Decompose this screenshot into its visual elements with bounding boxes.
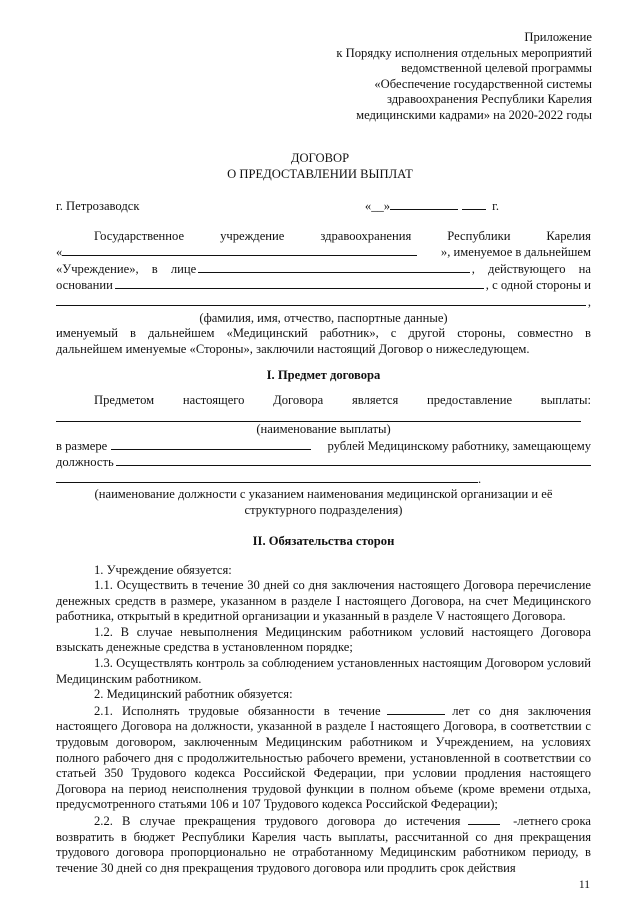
position-line-2 [56, 471, 591, 488]
amount-line [56, 438, 591, 455]
document-body [56, 198, 591, 876]
position-line [56, 454, 591, 471]
text: «Учреждение», в лице [56, 261, 197, 276]
word: предоставление [427, 393, 513, 408]
word: Предметом [94, 393, 155, 408]
clause-2-2-first-line [56, 813, 591, 830]
text: , [587, 294, 591, 309]
position-blank-2 [56, 471, 478, 483]
title-line-2: О ПРЕДОСТАВЛЕНИИ ВЫПЛАТ [227, 167, 413, 181]
date-day: «__» [364, 199, 391, 213]
parties-line-7: дальнейшем именуемые «Стороны», заключили настоящий Договор о нижеследующем. [56, 341, 530, 356]
text: », именуемое в дальнейшем [440, 245, 591, 260]
text: должность [56, 455, 114, 470]
clause-2-2: возвратить в бюджет Республики Карелия часть выплаты, рассчитанной со дня прекращения трудового договора пропорционально не отработанному Медицинским работником периоду, в течение 30 дней со дня прекращения трудового договора или продлить срок действия [56, 829, 591, 875]
document-title [0, 150, 640, 182]
text: в размере [56, 438, 108, 453]
appendix-line: ведомственной целевой программы [401, 61, 592, 75]
title-line-1: ДОГОВОР [290, 151, 350, 165]
text: , действующего на [471, 261, 591, 276]
text: 2.2. В случае прекращения трудового договора до истечения [94, 814, 461, 828]
appendix-line: Приложение [524, 30, 592, 44]
text: рублей Медицинскому работнику, замещающему [327, 438, 591, 453]
word: Договора [273, 393, 324, 408]
word: настоящего [182, 393, 245, 408]
position-caption-2: структурного подразделения) [244, 502, 403, 517]
word: выплаты: [540, 393, 591, 408]
amount-blank [111, 438, 311, 450]
clause-1-1: 1.1. Осуществить в течение 30 дней со дня заключения настоящего Договора перечисление денежных средств в размере, указанном в разделе I настоящего Договора, на счет Медицинского работника, открытый в кредитной организации и указанный в разделе V настоящего Договора. [56, 578, 591, 624]
word: Республики [447, 228, 511, 243]
worker-details-blank [56, 294, 586, 306]
word: учреждение [220, 228, 285, 243]
appendix-line: медицинскими кадрами» на 2020-2022 годы [356, 107, 592, 122]
word: Карелия [546, 228, 591, 243]
worker-details-caption: (фамилия, имя, отчество, паспортные данные) [199, 310, 448, 325]
basis-blank [115, 277, 484, 289]
parties-line-1 [56, 229, 591, 245]
clause-2: 2. Медицинский работник обязуется: [94, 687, 293, 702]
parties-line-5 [56, 294, 591, 311]
appendix-line: здравоохранения Республики Карелия [387, 92, 592, 106]
word: здравоохранения [320, 228, 412, 243]
page-number: 11 [578, 879, 590, 891]
subject-line-1 [56, 393, 591, 409]
representative-blank [198, 261, 469, 273]
appendix-header [336, 30, 592, 123]
clause-2-1-first-line [56, 703, 591, 720]
parties-line-2 [56, 244, 591, 261]
date-year-label: г. [492, 199, 499, 213]
parties-line-4 [56, 277, 591, 294]
parties-line-6: именуемый в дальнейшем «Медицинский работник», с другой стороны, совместно в [56, 326, 591, 341]
date-month-blank [390, 198, 458, 210]
appendix-line: «Обеспечение государственной системы [374, 76, 592, 91]
parties-line-3 [56, 261, 591, 278]
word: является [352, 393, 399, 408]
text: основании [56, 278, 113, 293]
payment-name-caption: (наименование выплаты) [256, 421, 391, 436]
clause-1: 1. Учреждение обязуется: [94, 562, 232, 577]
clause-1-3: 1.3. Осуществлять контроль за соблюдением установленных настоящим Договором условий Медицинским работником. [56, 656, 591, 686]
text: , с одной стороны и [485, 278, 591, 293]
text: лет со дня заключения [452, 703, 591, 718]
institution-name-blank [62, 244, 417, 256]
clause-1-2: 1.2. В случае невыполнения Медицинским работником условий настоящего Договора взыскать денежные средства в установленном порядке; [56, 624, 591, 655]
position-blank [116, 454, 591, 466]
payment-name-blank [56, 409, 581, 422]
text: 2.1. Исполнять трудовые обязанности в течение [94, 703, 381, 718]
city: г. Петрозаводск [56, 199, 140, 213]
date-year-blank [462, 198, 486, 210]
quote-open: « [56, 245, 63, 260]
term-blank [468, 813, 500, 825]
text: . [478, 471, 482, 486]
text: -летнего срока [513, 814, 591, 828]
place-date-line [56, 198, 591, 215]
section-1-heading: I. Предмет договора [266, 368, 381, 383]
word: Государственное [94, 228, 185, 243]
clause-2-1: настоящего Договора на должности, указанной в разделе I настоящего Договора, в соответствии с трудовым договором, заключенным Медицинским работником и Учреждением, на условиях полного рабочего дня с продолжительностью рабочего времени, установленной в соответствии со статьей 350 Трудового кодекса Российской Федерации, при условии продления настоящего Договора на период неисполнения трудовой функции в полном объеме (кроме времени отдыха, предусмотренного статьями 106 и 107 Трудового кодекса Российской Федерации); [56, 719, 591, 812]
position-caption-1: (наименование должности с указанием наименования медицинской организации и её [94, 487, 553, 502]
appendix-line: к Порядку исполнения отдельных мероприятий [336, 45, 592, 60]
years-blank [387, 703, 445, 715]
section-2-heading: II. Обязательства сторон [252, 533, 395, 548]
